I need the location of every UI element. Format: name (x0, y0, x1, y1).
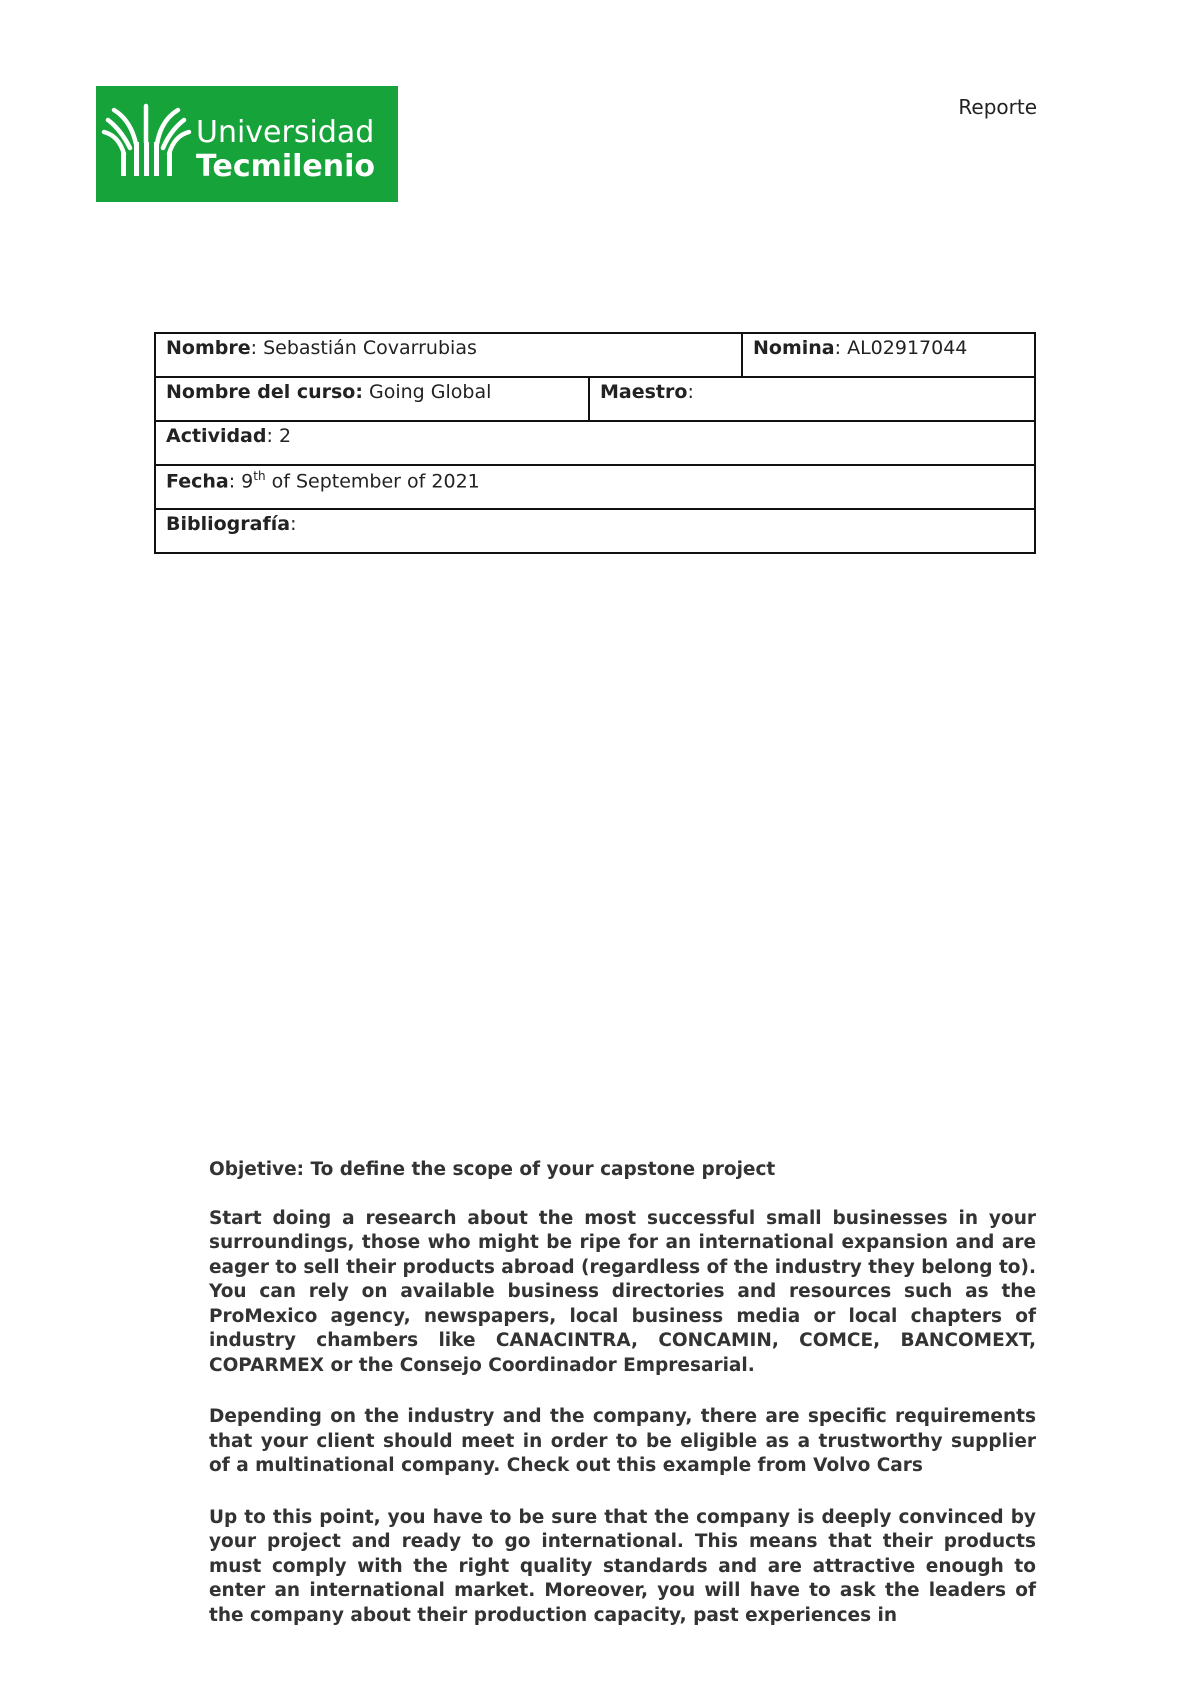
row-bibliografia (155, 509, 1035, 553)
cell-maestro: Maestro: (589, 377, 1035, 421)
fecha-day: 9 (241, 470, 254, 493)
fecha-rest: of September of 2021 (271, 470, 480, 493)
university-logo (96, 86, 398, 202)
row-curso (155, 377, 1035, 421)
cell-actividad: Actividad: 2 (155, 421, 1035, 465)
nombre-value: Sebastián Covarrubias (263, 337, 477, 359)
curso-label: Nombre del curso: (166, 381, 363, 403)
cell-curso (155, 377, 589, 421)
nombre-label: Nombre (166, 337, 251, 359)
cell-nomina: Nomina: AL02917044 (742, 333, 1035, 377)
nomina-label: Nomina (753, 337, 835, 359)
objective-heading: Objetive: To define the scope of your capstone project (209, 1159, 776, 1180)
student-info-table (154, 332, 1036, 554)
row-fecha (155, 465, 1035, 509)
logo-line-2: Tecmilenio (196, 149, 376, 184)
tecmilenio-logo-icon (96, 86, 398, 202)
paragraph-requirements: Depending on the industry and the company, there are specific requirements that your client should meet in order to be eligible as a trustworthy supplier of a multinational company. Check out this example from Volvo Cars (209, 1406, 1036, 1476)
cell-bibliografia: Bibliografía: (155, 509, 1035, 553)
assignment-body (209, 1158, 1036, 1628)
report-label: Reporte (958, 95, 1037, 119)
actividad-label: Actividad (166, 425, 267, 447)
nomina-value: AL02917044 (847, 337, 968, 359)
cell-nombre: Nombre: Sebastián Covarrubias (155, 333, 742, 377)
maestro-label: Maestro (600, 381, 688, 403)
cell-fecha: Fecha: 9th of September of 2021 (155, 465, 1035, 509)
fecha-suffix: th (253, 469, 266, 483)
paragraph-conviction: Up to this point, you have to be sure that the company is deeply convinced by your project and ready to go international. This means that their products must comply with the right quality standards and are attractive enough to enter an international market. Moreover, you will have to ask the leaders of the company about their production capacity, past experiences in (209, 1506, 1036, 1626)
paragraph-research: Start doing a research about the most successful small businesses in your surroundings, those who might be ripe for an international expansion and are eager to sell their products abroad (regardless of the industry they belong to). You can rely on available business directories and resources such as the ProMexico agency, newspapers, local business media or local chapters of industry chambers like CANACINTRA, CONCAMIN, COMCE, BANCOMEXT, COPARMEX or the Consejo Coordinador Empresarial. (209, 1207, 1036, 1376)
logo-line-1: Universidad (196, 115, 375, 150)
curso-value: Going Global (369, 381, 492, 403)
row-nombre (155, 333, 1035, 377)
fecha-label: Fecha (166, 470, 229, 493)
actividad-value: 2 (278, 425, 292, 447)
row-actividad (155, 421, 1035, 465)
bibliografia-label: Bibliografía (166, 513, 291, 535)
